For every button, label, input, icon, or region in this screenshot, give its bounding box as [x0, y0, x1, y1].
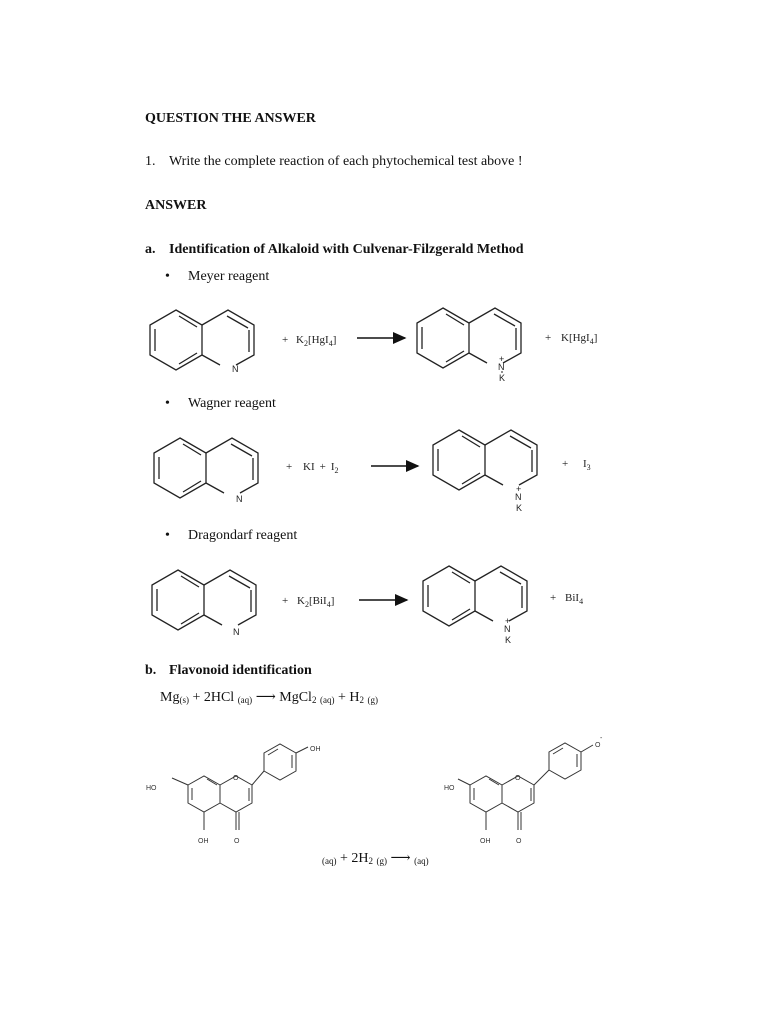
eq2-arrow: ⟶ — [390, 851, 411, 866]
charge-label: + — [505, 616, 511, 626]
reagent-dragendorff-name: Dragondarf reagent — [188, 528, 298, 543]
quinoline-product-wagner — [433, 430, 537, 513]
ring-oxygen-label: O — [233, 775, 239, 782]
dragendorff-product: BiI$_4$ — [565, 592, 584, 606]
bullet-icon: • — [165, 269, 170, 284]
section-a-label: a. — [145, 242, 156, 257]
meyer-product: K[HgI$_4$] — [561, 332, 598, 346]
reagent-wagner-name: Wagner reagent — [188, 396, 276, 411]
flavonoid-product — [458, 743, 593, 830]
wagner-reagent: KI + $I_2$ — [303, 461, 339, 475]
question-number: 1. — [145, 154, 156, 169]
charge-label: + — [499, 354, 505, 364]
nitrogen-label: N — [233, 627, 240, 637]
section-b-title: Flavonoid identification — [169, 663, 312, 678]
eq-h-state: (g) — [367, 695, 378, 705]
quinoline-product-dragendorff — [423, 566, 527, 645]
eq-mgcl-sub: 2 — [311, 695, 317, 705]
bullet-icon: • — [165, 528, 170, 543]
ho-label: HO — [444, 785, 455, 792]
dragendorff-reagent: $K_2[BiI_4]$ — [297, 595, 335, 609]
question-text: Write the complete reaction of each phytochemical test above ! — [169, 154, 523, 169]
eq2-plus-h: + 2H — [340, 851, 369, 866]
potassium-label: K — [516, 503, 523, 513]
eq2-close-state: (aq) — [414, 856, 429, 866]
nitrogen-label: N — [236, 494, 243, 504]
meyer-reagent: $K_2[HgI_4]$ — [296, 334, 337, 348]
meyer-product-plus: + — [545, 332, 552, 344]
eq-mgcl-state: (aq) — [319, 695, 335, 705]
ring-oxygen-label: O — [515, 775, 521, 782]
eq-plus-hcl: + 2HCl — [192, 690, 235, 705]
section-b-label: b. — [145, 663, 157, 678]
quinoline-reactant-meyer — [150, 310, 254, 374]
eq2-h-sub: 2 — [368, 856, 374, 866]
eq-arrow: ⟶ — [255, 690, 276, 705]
answer-heading: ANSWER — [145, 198, 207, 213]
carbonyl-oxygen-label: O — [234, 838, 240, 845]
nitrogen-cation-label: N — [504, 624, 511, 634]
charge-label: + — [516, 484, 522, 494]
flavonoid-reactant — [172, 744, 308, 830]
quinoline-product-meyer — [417, 308, 521, 383]
nitrogen-cation-label: N — [515, 492, 522, 502]
oh-label: OH — [310, 746, 321, 753]
eq-mg-state: (s) — [179, 695, 189, 705]
eq-plus-h: + H — [337, 690, 360, 705]
dragendorff-product-plus: + — [550, 592, 557, 604]
quinoline-reactant-dragendorff — [152, 570, 256, 637]
eq2-open-state: (aq) — [322, 856, 337, 866]
oh-label: OH — [480, 838, 491, 845]
ho-label: HO — [146, 785, 157, 792]
eq-mg: Mg — [160, 690, 180, 705]
wagner-product: $I_3$ — [583, 458, 591, 472]
meyer-plus: + — [282, 334, 289, 346]
page-title: QUESTION THE ANSWER — [145, 111, 316, 126]
bullet-icon: • — [165, 396, 170, 411]
nitrogen-cation-label: N — [498, 362, 505, 372]
carbonyl-oxygen-label: O — [516, 838, 522, 845]
potassium-label: K — [505, 635, 512, 645]
phenoxide-oxygen-label: O — [595, 742, 601, 749]
eq-mgcl: MgCl — [279, 690, 312, 705]
quinoline-reactant-wagner — [154, 438, 258, 504]
potassium-label: K — [499, 373, 506, 383]
reagent-meyer-name: Meyer reagent — [188, 269, 270, 284]
oh-label: OH — [198, 838, 209, 845]
wagner-product-plus: + — [562, 458, 569, 470]
eq-h-sub: 2 — [359, 695, 364, 705]
eq2-h-state: (g) — [376, 856, 388, 866]
dragendorff-plus: + — [282, 595, 289, 607]
wagner-plus: + — [286, 461, 293, 473]
nitrogen-label: N — [232, 364, 239, 374]
section-a-title: Identification of Alkaloid with Culvenar-Filzgerald Method — [169, 242, 524, 257]
charge-minus-label: - — [600, 735, 603, 742]
eq-hcl-state: (aq) — [237, 695, 253, 705]
